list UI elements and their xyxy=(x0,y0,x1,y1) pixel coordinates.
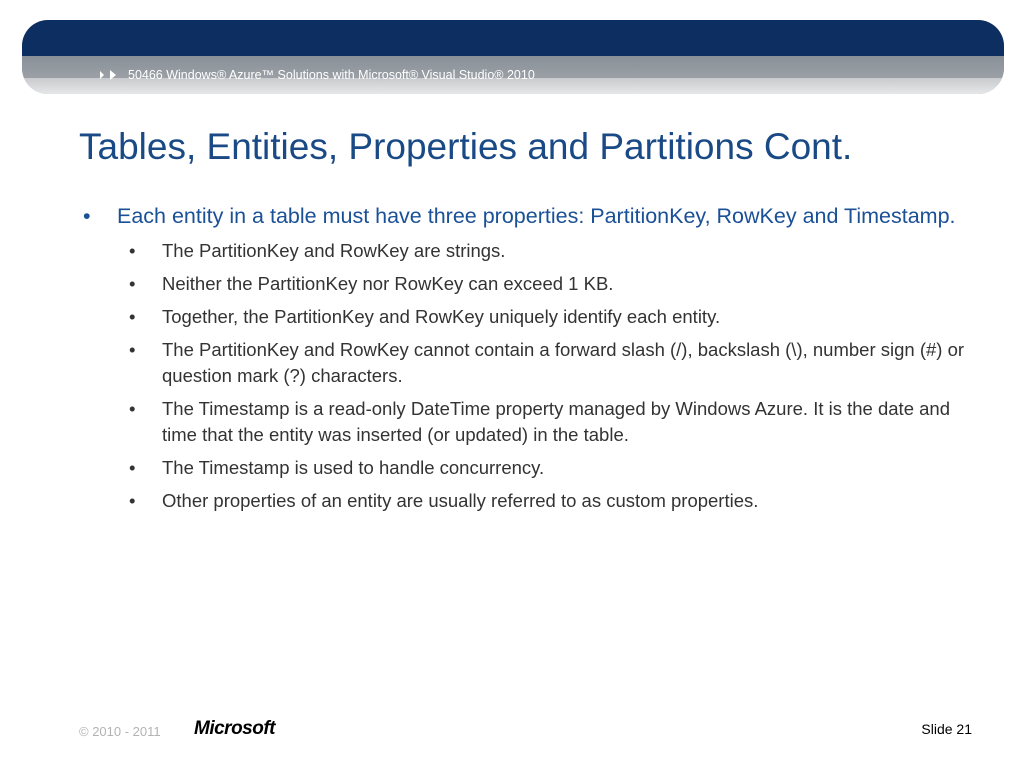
main-bullet-text: Each entity in a table must have three properties: PartitionKey, RowKey and Timestamp. xyxy=(117,204,956,228)
course-title: 50466 Windows® Azure™ Solutions with Microsoft® Visual Studio® 2010 xyxy=(128,68,535,82)
sub-bullet-text: The PartitionKey and RowKey cannot contain a forward slash (/), backslash (\), number sign (#) or question mark (?) characters. xyxy=(162,339,965,386)
bullet-dot-icon: • xyxy=(129,240,136,261)
sub-bullet xyxy=(129,488,979,514)
bullet-dot-icon: • xyxy=(83,204,91,228)
bullet-dot-icon: • xyxy=(129,339,136,360)
sub-bullet-text: The PartitionKey and RowKey are strings. xyxy=(162,240,506,261)
bullet-dot-icon: • xyxy=(129,490,136,511)
slide-title: Tables, Entities, Properties and Partitions Cont. xyxy=(79,126,853,167)
slide-content xyxy=(79,202,979,521)
microsoft-logo: Microsoft xyxy=(194,718,275,739)
sub-bullet xyxy=(129,271,979,297)
sub-bullet-text: The Timestamp is a read-only DateTime property managed by Windows Azure. It is the date and time that the entity was inserted (or updated) in the table. xyxy=(162,398,950,445)
sub-bullet xyxy=(129,238,979,264)
sub-bullet-text: Other properties of an entity are usually referred to as custom properties. xyxy=(162,490,759,511)
header-top-stripe xyxy=(22,20,1004,56)
sub-bullet xyxy=(129,337,979,389)
main-bullet xyxy=(79,202,979,230)
sub-bullet-list xyxy=(79,238,979,514)
bullet-dot-icon: • xyxy=(129,398,136,419)
arrow-icon xyxy=(110,70,116,80)
bullet-dot-icon: • xyxy=(129,273,136,294)
sub-bullet xyxy=(129,396,979,448)
sub-bullet-text: Together, the PartitionKey and RowKey uniquely identify each entity. xyxy=(162,306,721,327)
sub-bullet-text: The Timestamp is used to handle concurrency. xyxy=(162,457,545,478)
slide-number: Slide 21 xyxy=(921,721,972,737)
sub-bullet xyxy=(129,455,979,481)
sub-bullet-text: Neither the PartitionKey nor RowKey can exceed 1 KB. xyxy=(162,273,614,294)
bullet-dot-icon: • xyxy=(129,457,136,478)
sub-bullet xyxy=(129,304,979,330)
bullet-dot-icon: • xyxy=(129,306,136,327)
small-arrow-icon xyxy=(100,71,104,79)
copyright-text: © 2010 - 2011 xyxy=(79,724,161,739)
course-title-row xyxy=(100,67,535,83)
